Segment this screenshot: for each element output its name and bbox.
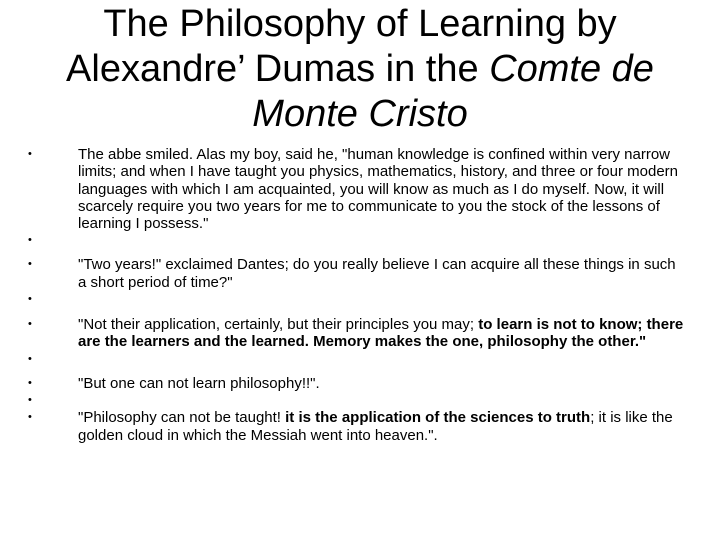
bullet-icon: • bbox=[28, 318, 32, 331]
bullet-icon: • bbox=[28, 258, 32, 271]
paragraph-abbe-smiled: The abbe smiled. Alas my boy, said he, "human knowledge is confined within very narrow limits; and when I have taught you physics, mathematics, history, and three or four modern languages with which I am acquainted, you will know as much as I do myself. Now, it will scarcely require you two years for me to communicate to you the stock of the lessons of learning I possess." bbox=[78, 146, 679, 233]
bullet-list bbox=[0, 146, 720, 444]
bullet-icon: • bbox=[28, 234, 32, 247]
title-line-2-italic: Comte de bbox=[489, 48, 654, 90]
paragraph-not-their-application-bold: to learn is not to know; there are the learners and the learned. Memory makes the one, philosophy the other." bbox=[78, 316, 684, 351]
title-line-2-text: Alexandre’ Dumas in the bbox=[66, 48, 490, 90]
bullet-item-empty bbox=[0, 232, 720, 256]
bullet-item-empty bbox=[0, 392, 720, 409]
paragraph-cannot-learn-philosophy: "But one can not learn philosophy!!". bbox=[78, 374, 320, 392]
bullet-item-not-their-application bbox=[0, 316, 720, 351]
bullet-icon: • bbox=[28, 411, 32, 424]
title-line-3 bbox=[40, 92, 680, 137]
bullet-item-empty bbox=[0, 351, 720, 375]
slide-title bbox=[40, 2, 680, 137]
bullet-icon: • bbox=[28, 148, 32, 160]
bullet-icon: • bbox=[28, 293, 32, 306]
bullet-item-cannot-learn-philosophy bbox=[0, 375, 720, 392]
paragraph-not-their-application-text: "Not their application, certainly, but their principles you may; bbox=[78, 316, 479, 334]
title-line-2 bbox=[40, 47, 680, 92]
bullet-item-philosophy-not-taught bbox=[0, 409, 720, 444]
bullet-icon: • bbox=[28, 352, 32, 365]
paragraph-philosophy-not-taught-start: "Philosophy can not be taught! bbox=[78, 409, 286, 427]
paragraph-philosophy-not-taught-bold: it is the application of the sciences to truth bbox=[285, 409, 591, 427]
bullet-icon: • bbox=[28, 376, 32, 389]
title-line-3-italic: Monte Cristo bbox=[252, 93, 468, 135]
bullet-icon: • bbox=[28, 393, 32, 406]
bullet-item-abbe-smiled bbox=[0, 146, 720, 232]
paragraph-philosophy-not-taught-end: ; it is like the golden cloud in which the Messiah went into heaven.". bbox=[78, 409, 673, 444]
bullet-item-two-years bbox=[0, 256, 720, 291]
paragraph-two-years: "Two years!" exclaimed Dantes; do you really believe I can acquire all these things in such a short period of time?" bbox=[78, 256, 676, 291]
title-line-1: The Philosophy of Learning by bbox=[103, 3, 617, 45]
bullet-item-empty bbox=[0, 291, 720, 316]
